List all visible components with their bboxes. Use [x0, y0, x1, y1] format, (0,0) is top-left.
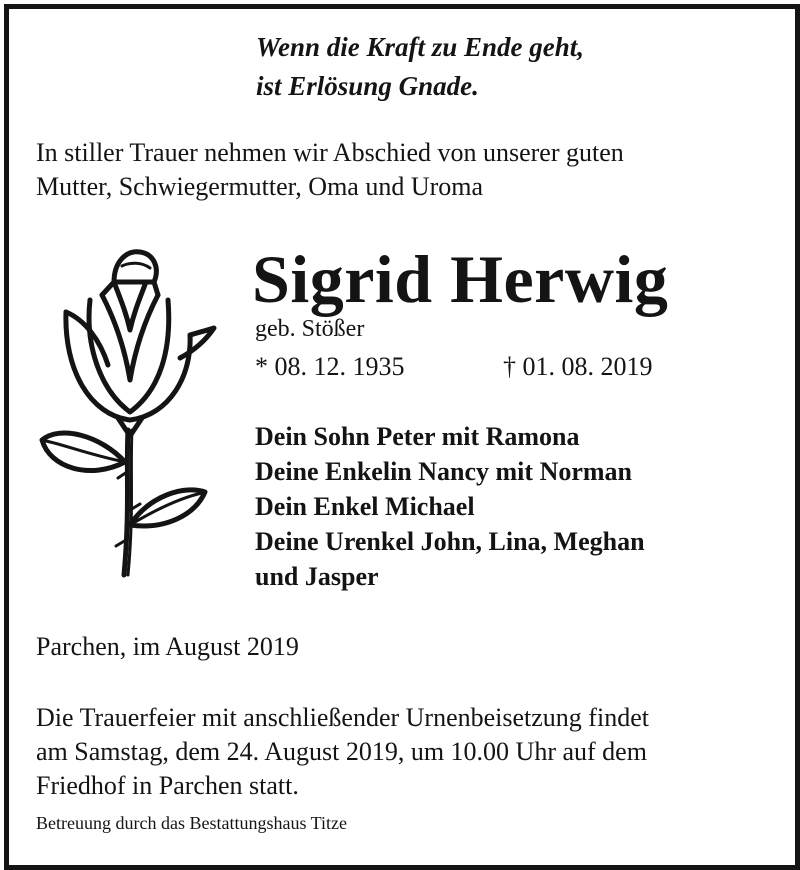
mourner-line: Dein Sohn Peter mit Ramona — [255, 422, 580, 451]
birth-date: * 08. 12. 1935 — [255, 352, 405, 381]
mourner-line: und Jasper — [255, 562, 379, 591]
mourner-line: Deine Enkelin Nancy mit Norman — [255, 457, 632, 486]
mourner-line: Dein Enkel Michael — [255, 492, 475, 521]
mourner-line: Deine Urenkel John, Lina, Meghan — [255, 527, 645, 556]
death-date: † 01. 08. 2019 — [503, 352, 653, 381]
rose-icon — [30, 240, 230, 585]
service-line-3: Friedhof in Parchen statt. — [36, 771, 299, 800]
service-line-2: am Samstag, dem 24. August 2019, um 10.00 Uhr auf dem — [36, 737, 647, 766]
intro-line-1: In stiller Trauer nehmen wir Abschied von unserer guten — [36, 138, 624, 167]
deceased-name: Sigrid Herwig — [252, 241, 669, 317]
motto-line-1: Wenn die Kraft zu Ende geht, — [256, 32, 585, 62]
motto-line-2: ist Erlösung Gnade. — [256, 71, 479, 101]
intro-line-2: Mutter, Schwiegermutter, Oma und Uroma — [36, 172, 484, 201]
place-date: Parchen, im August 2019 — [36, 632, 299, 661]
birth-name: geb. Stößer — [255, 316, 365, 342]
funeral-home-credit: Betreuung durch das Bestattungshaus Titze — [36, 813, 347, 833]
service-line-1: Die Trauerfeier mit anschließender Urnenbeisetzung findet — [36, 703, 649, 732]
